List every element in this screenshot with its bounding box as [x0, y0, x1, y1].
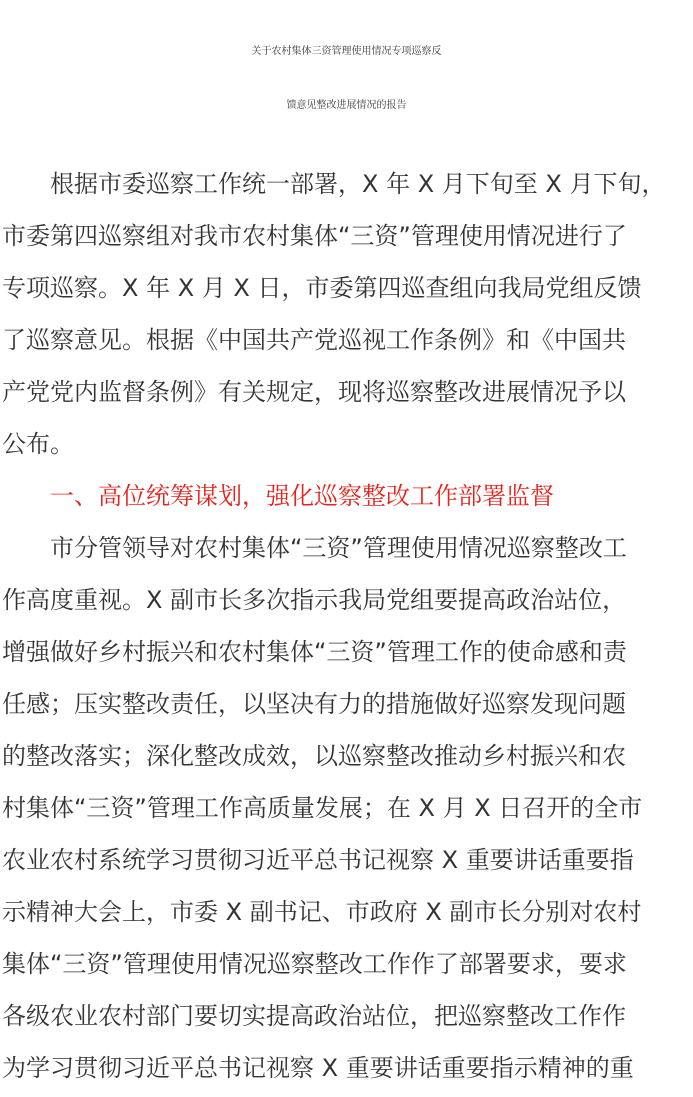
- paragraph-line: 作高度重视。X 副市长多次指示我局党组要提高政治站位，: [2, 586, 627, 614]
- paragraph-line: 农业农村系统学习贯彻习近平总书记视察 X 重要讲话重要指: [2, 846, 634, 874]
- paragraph-line: 公布。: [2, 430, 74, 458]
- paragraph-line: 产党党内监督条例》有关规定，现将巡察整改进展情况予以: [2, 378, 626, 406]
- paragraph-line: 增强做好乡村振兴和农村集体“三资”管理工作的使命感和责: [2, 638, 627, 666]
- title-line-2: 馈意见整改进展情况的报告: [286, 100, 407, 111]
- paragraph-line: 各级农业农村部门要切实提高政治站位，把巡察整改工作作: [2, 1002, 626, 1030]
- paragraph-line: 集体“三资”管理使用情况巡察整改工作作了部署要求，要求: [2, 950, 627, 978]
- paragraph-line: 市委第四巡察组对我市农村集体“三资”管理使用情况进行了: [2, 222, 627, 250]
- paragraph-line: 市分管领导对农村集体“三资”管理使用情况巡察整改工: [2, 534, 627, 562]
- paragraph-line: 的整改落实；深化整改成效，以巡察整改推动乡村振兴和农: [2, 742, 626, 770]
- paragraph-line: 村集体“三资”管理工作高质量发展；在 X 月 X 日召开的全市: [2, 794, 643, 822]
- paragraph-line: 示精神大会上，市委 X 副书记、市政府 X 副市长分别对农村: [2, 898, 642, 926]
- paragraph-line: 为学习贯彻习近平总书记视察 X 重要讲话重要指示精神的重: [2, 1054, 634, 1082]
- paragraph-line: 专项巡察。X 年 X 月 X 日，市委第四巡查组向我局党组反馈: [2, 274, 642, 302]
- paragraph-line: 根据市委巡察工作统一部署，X 年 X 月下旬至 X 月下旬，: [2, 170, 666, 198]
- paragraph-line: 任感；压实整改责任，以坚决有力的措施做好巡察发现问题: [2, 690, 626, 718]
- title-line-1: 关于农村集体三资管理使用情况专项巡察反: [251, 46, 442, 57]
- paragraph-line: 了巡察意见。根据《中国共产党巡视工作条例》和《中国共: [2, 326, 626, 354]
- section-heading: 一、高位统筹谋划，强化巡察整改工作部署监督: [2, 482, 554, 510]
